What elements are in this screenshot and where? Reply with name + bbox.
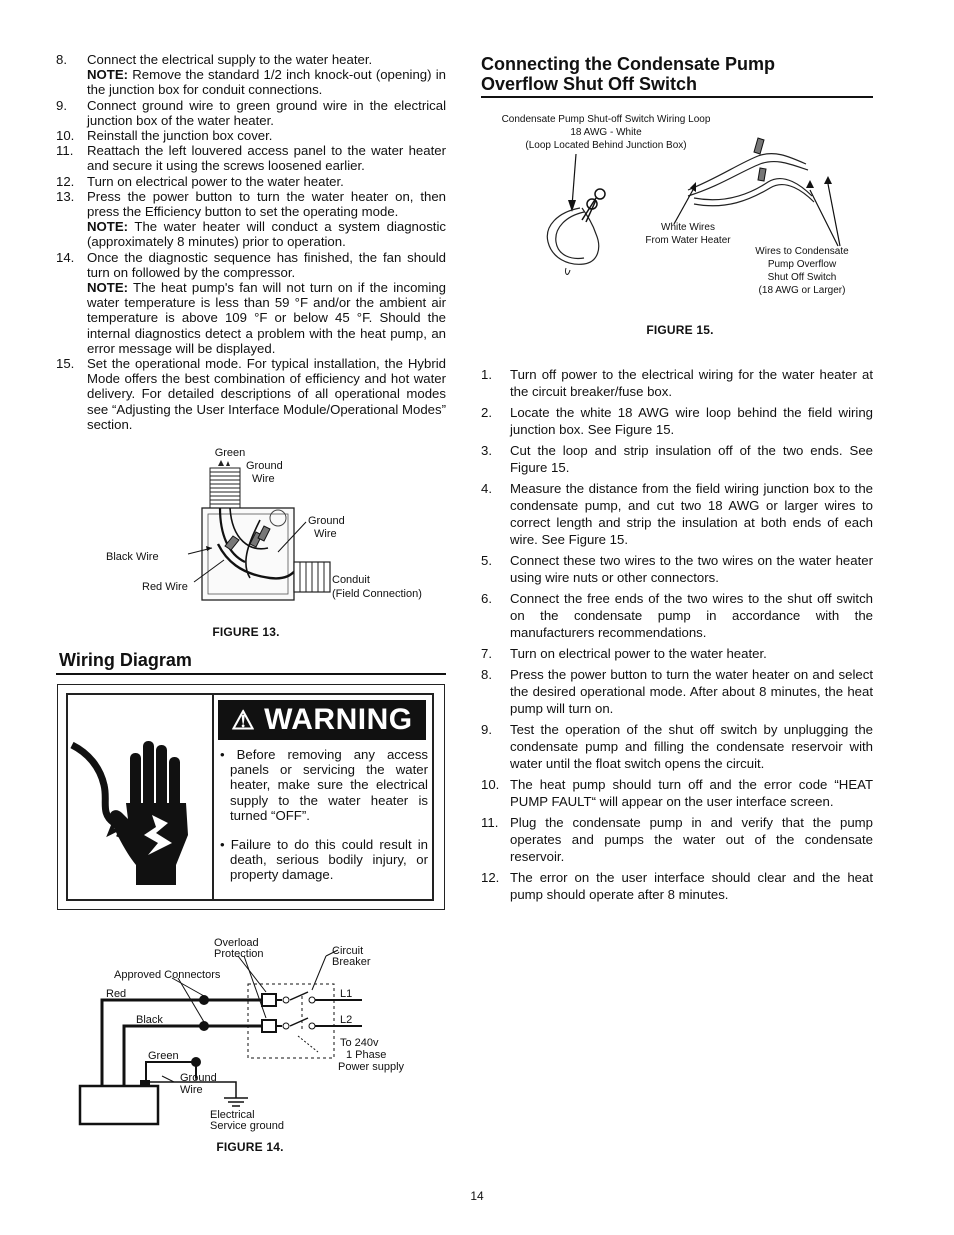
list-item: 11. Plug the condensate pump in and verify that the pump operates and pumps the water out of the condensate reservoir. (481, 815, 873, 864)
fig13-label-conduit: Conduit (332, 574, 370, 586)
fig14-label-protection: Protection (214, 948, 264, 960)
fig15-label-location: (Loop Located Behind Junction Box) (525, 140, 687, 151)
fig14-label-1-phase: 1 Phase (346, 1049, 387, 1061)
list-item: 9. Connect ground wire to green ground wire in the electrical junction box of the water heater. (56, 97, 446, 128)
fig15-label-pump-overflow: Pump Overflow (767, 259, 837, 270)
section-title: Wiring Diagram (59, 650, 192, 670)
list-item: 8. Connect the electrical supply to the water heater. NOTE: Remove the standard 1/2 inch knock-out (opening) in the junction box for conduit connections. (56, 52, 446, 98)
fig14-label-approved-connectors: Approved Connectors (114, 969, 221, 981)
fig14-label-black: Black (136, 1014, 163, 1026)
warning-header (218, 700, 426, 740)
left-column (56, 52, 446, 432)
fig15-label-shut-off-switch: Shut Off Switch (767, 272, 837, 283)
list-item: 12. The error on the user interface should clear and the heat pump should operate after 8 minutes. (481, 870, 873, 902)
fig15-label-from-heater: From Water Heater (645, 235, 731, 246)
figure-13-caption: FIGURE 13. (212, 625, 280, 639)
wire-nuts (754, 138, 766, 181)
wiring-diagram-heading (56, 650, 446, 675)
list-item: 3. Cut the loop and strip insulation off of the two ends. See Figure 15. (481, 443, 873, 475)
page-number: 14 (470, 1189, 484, 1203)
fig15-label-wires-to-pump: Wires to Condensate (755, 246, 849, 257)
fig13-label-wire-right: Wire (314, 528, 337, 540)
figure-14-caption: FIGURE 14. (216, 1140, 284, 1154)
fig14-label-red: Red (106, 988, 127, 1000)
fig14-label-breaker: Breaker (332, 956, 371, 968)
figure-13-junction-box-diagram (100, 444, 440, 624)
figure-15-caption: FIGURE 15. (646, 323, 714, 337)
list-item: 15. Set the operational mode. For typical installation, the Hybrid Mode offers the best combination of efficiency and hot water delivery. For detailed descriptions of all operational modes see “Adjusting the User Interface Module/Operational Modes” section. (56, 356, 446, 432)
fig14-label-circuit: Circuit (332, 945, 364, 957)
right-column (481, 366, 873, 907)
ground-wire-bundle (210, 460, 240, 508)
junction-box (202, 508, 294, 600)
fig13-label-wire: Wire (252, 473, 275, 485)
list-item: 9. Test the operation of the shut off switch by unplugging the condensate pump and filling the condensate reservoir with water until the float switch opens the circuit. (481, 722, 873, 771)
conduit-fitting (294, 562, 330, 592)
warning-bullet: • Before removing any access panels or servicing the water heater, make sure the electrical supply to the water heater is turned “OFF”. (220, 747, 429, 823)
fig13-label-green: Green (214, 447, 246, 459)
list-item: 1. Turn off power to the electrical wiring for the water heater at the circuit breaker/fuse box. (481, 367, 873, 399)
condensate-heading (481, 54, 873, 98)
condensate-steps-list (481, 366, 873, 903)
warning-box (57, 684, 445, 910)
section-title-line-1: Connecting the Condensate Pump (481, 54, 776, 74)
list-item: 11. Reattach the left louvered access panel to the water heater and secure it using the screws loosened earlier. (56, 143, 446, 174)
fig14-label-wire: Wire (180, 1084, 203, 1096)
fig13-label-field-connection: (Field Connection) (332, 588, 422, 600)
list-item: 6. Connect the free ends of the two wires to the shut off switch on the condensate pump in accordance with the manufacturers recommendations. (481, 591, 873, 640)
fig13-label-ground-right: Ground (308, 515, 345, 527)
warning-label: WARNING (264, 703, 413, 736)
warning-bullet: • Failure to do this could result in death, serious bodily injury, or property damage. (220, 837, 429, 883)
list-item: 5. Connect these two wires to the two wires on the water heater using wire nuts or other connectors. (481, 553, 873, 585)
list-item: 12. Turn on electrical power to the water heater. (56, 173, 344, 189)
fig14-label-l2: L2 (340, 1014, 353, 1026)
list-item: 7. Turn on electrical power to the water heater. (481, 646, 767, 661)
figure-15-condensate-wiring-diagram (488, 108, 868, 303)
warning-inner-frame (66, 693, 434, 901)
scissors-icon (582, 189, 605, 222)
warning-text (220, 747, 428, 897)
fig15-label-awg: 18 AWG - White (570, 127, 642, 138)
list-item: 2. Locate the white 18 AWG wire loop behind the field wiring junction box. See Figure 15. (481, 405, 873, 437)
fig13-label-black-wire: Black Wire (106, 551, 159, 563)
fig15-label-white-wires: White Wires (661, 222, 715, 233)
list-item: 10. Reinstall the junction box cover. (56, 128, 273, 144)
section-title-line-2: Overflow Shut Off Switch (481, 74, 698, 94)
fig14-label-service-ground: Service ground (210, 1120, 284, 1132)
fig14-label-overload: Overload (214, 937, 259, 949)
fig15-label-loop: Condensate Pump Shut-off Switch Wiring Loop (501, 114, 711, 125)
fig15-label-awg-larger: (18 AWG or Larger) (758, 285, 846, 296)
warning-triangle-icon: ⚠ (231, 705, 256, 735)
figure-14-wiring-diagram (76, 930, 426, 1140)
list-item: 8. Press the power button to turn the water heater on and select the desired operational mode. After about 8 minutes, the heat pump will turn on. (481, 667, 873, 716)
fig14-label-green: Green (148, 1050, 179, 1062)
fig14-label-l1: L1 (340, 988, 353, 1000)
water-heater-block (80, 1086, 158, 1124)
installation-steps-list (56, 52, 446, 432)
fig14-label-electrical: Electrical (210, 1109, 255, 1121)
electrical-shock-hand-icon (70, 715, 200, 885)
list-item: 4. Measure the distance from the field wiring junction box to the condensate pump, and cut two 18 AWG or larger wires to correct length and strip the insulation at both ends of each wire. See Figure 15. (481, 481, 873, 547)
list-item: 13. Press the power button to turn the water heater on, then press the Efficiency button to set the operating mode. NOTE: The water heater will conduct a system diagnostic (approximately 8 minutes) prior to operation. (56, 188, 446, 250)
list-item: 10. The heat pump should turn off and the error code “HEAT PUMP FAULT“ will appear on the user interface screen. (481, 777, 873, 809)
fig13-label-ground: Ground (246, 460, 283, 472)
fig14-label-power-supply: Power supply (338, 1061, 405, 1073)
fig13-label-red-wire: Red Wire (142, 581, 188, 593)
fig14-label-ground: Ground (180, 1072, 217, 1084)
list-item: 14. Once the diagnostic sequence has finished, the fan should turn on followed by the compressor. NOTE: The heat pump's fan will not turn on if the incoming water temperature is less than 59 °F and/or the ambient air temperature is above 109 °F or below 45 °F. Should the internal diagnostics detect a problem with the heat pump, an error message will be displayed. (56, 249, 446, 356)
fig14-label-240v: To 240v (340, 1037, 379, 1049)
warning-divider (212, 695, 214, 899)
